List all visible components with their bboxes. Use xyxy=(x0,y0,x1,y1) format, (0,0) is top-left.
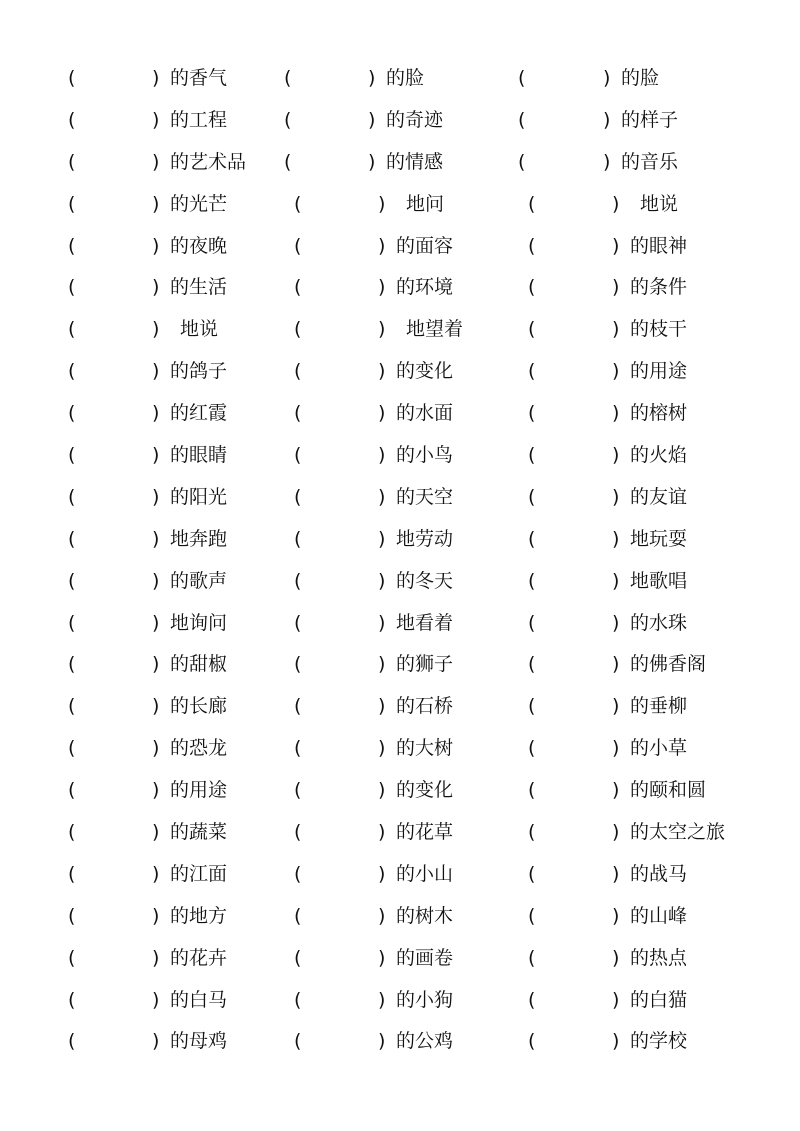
blank-close-paren: ) xyxy=(612,653,620,676)
blank-open-paren: ( xyxy=(528,234,536,257)
worksheet-row xyxy=(0,1021,800,1063)
blank-open-paren: ( xyxy=(518,108,526,131)
worksheet-row xyxy=(0,142,800,184)
blank-open-paren: ( xyxy=(68,150,76,173)
blank-close-paren: ) xyxy=(612,988,620,1011)
phrase-word: 的用途 xyxy=(170,779,228,802)
worksheet-row xyxy=(0,896,800,938)
worksheet-row xyxy=(0,309,800,351)
blank-open-paren: ( xyxy=(68,527,76,550)
phrase-word: 的变化 xyxy=(396,779,454,802)
blank-close-paren: ) xyxy=(378,234,386,257)
phrase-word: 的学校 xyxy=(630,1030,688,1053)
blank-open-paren: ( xyxy=(68,737,76,760)
blank-close-paren: ) xyxy=(152,904,160,927)
blank-open-paren: ( xyxy=(68,862,76,885)
blank-close-paren: ) xyxy=(612,402,620,425)
blank-open-paren: ( xyxy=(528,779,536,802)
blank-close-paren: ) xyxy=(612,779,620,802)
blank-open-paren: ( xyxy=(68,360,76,383)
blank-open-paren: ( xyxy=(528,444,536,467)
phrase-word: 的变化 xyxy=(396,360,454,383)
phrase-word: 的花卉 xyxy=(170,946,228,969)
blank-open-paren: ( xyxy=(284,150,292,173)
phrase-word: 的地方 xyxy=(170,904,228,927)
worksheet-row xyxy=(0,561,800,603)
blank-close-paren: ) xyxy=(368,108,376,131)
blank-close-paren: ) xyxy=(612,1030,620,1053)
phrase-word: 地看着 xyxy=(396,611,454,634)
blank-open-paren: ( xyxy=(528,904,536,927)
phrase-word: 地奔跑 xyxy=(170,527,228,550)
phrase-word: 的佛香阁 xyxy=(630,653,707,676)
phrase-word: 的恐龙 xyxy=(170,737,228,760)
blank-close-paren: ) xyxy=(603,150,611,173)
phrase-word: 的蔬菜 xyxy=(170,821,228,844)
blank-close-paren: ) xyxy=(378,695,386,718)
worksheet-row xyxy=(0,351,800,393)
blank-close-paren: ) xyxy=(152,569,160,592)
blank-open-paren: ( xyxy=(68,402,76,425)
phrase-word: 的面容 xyxy=(396,234,454,257)
blank-close-paren: ) xyxy=(152,653,160,676)
fill-in-blank-worksheet xyxy=(0,58,800,1063)
phrase-word: 的白猫 xyxy=(630,988,688,1011)
phrase-word: 的小山 xyxy=(396,862,454,885)
blank-close-paren: ) xyxy=(378,569,386,592)
blank-close-paren: ) xyxy=(152,276,160,299)
blank-open-paren: ( xyxy=(294,946,302,969)
worksheet-row xyxy=(0,812,800,854)
blank-open-paren: ( xyxy=(294,360,302,383)
blank-close-paren: ) xyxy=(378,821,386,844)
phrase-word: 地问 xyxy=(406,192,445,215)
blank-close-paren: ) xyxy=(152,318,160,341)
blank-close-paren: ) xyxy=(378,862,386,885)
phrase-word: 的用途 xyxy=(630,360,688,383)
blank-close-paren: ) xyxy=(378,653,386,676)
blank-open-paren: ( xyxy=(528,653,536,676)
phrase-word: 地玩耍 xyxy=(630,527,688,550)
blank-close-paren: ) xyxy=(152,527,160,550)
worksheet-row xyxy=(0,854,800,896)
blank-open-paren: ( xyxy=(294,485,302,508)
blank-close-paren: ) xyxy=(378,611,386,634)
blank-open-paren: ( xyxy=(294,1030,302,1053)
phrase-word: 的白马 xyxy=(170,988,228,1011)
phrase-word: 地询问 xyxy=(170,611,228,634)
phrase-word: 的水珠 xyxy=(630,611,688,634)
blank-close-paren: ) xyxy=(152,150,160,173)
blank-close-paren: ) xyxy=(612,695,620,718)
blank-open-paren: ( xyxy=(528,485,536,508)
phrase-word: 的小狗 xyxy=(396,988,454,1011)
phrase-word: 的战马 xyxy=(630,862,688,885)
blank-close-paren: ) xyxy=(378,485,386,508)
blank-open-paren: ( xyxy=(68,444,76,467)
blank-open-paren: ( xyxy=(284,108,292,131)
blank-open-paren: ( xyxy=(518,150,526,173)
blank-open-paren: ( xyxy=(528,737,536,760)
blank-open-paren: ( xyxy=(284,67,292,89)
phrase-word: 的甜椒 xyxy=(170,653,228,676)
blank-close-paren: ) xyxy=(378,318,386,341)
blank-close-paren: ) xyxy=(378,402,386,425)
blank-close-paren: ) xyxy=(152,737,160,760)
phrase-word: 的光芒 xyxy=(170,192,228,215)
blank-close-paren: ) xyxy=(152,611,160,634)
phrase-word: 的红霞 xyxy=(170,402,228,425)
phrase-word: 的江面 xyxy=(170,862,228,885)
phrase-word: 的香气 xyxy=(170,67,228,89)
blank-open-paren: ( xyxy=(528,402,536,425)
phrase-word: 的音乐 xyxy=(621,150,679,173)
blank-close-paren: ) xyxy=(152,485,160,508)
blank-close-paren: ) xyxy=(152,67,160,89)
phrase-word: 的枝干 xyxy=(630,318,688,341)
blank-close-paren: ) xyxy=(152,108,160,131)
worksheet-row xyxy=(0,58,800,100)
blank-close-paren: ) xyxy=(612,360,620,383)
phrase-word: 地歌唱 xyxy=(630,569,688,592)
phrase-word: 地望着 xyxy=(406,318,464,341)
phrase-word: 的脸 xyxy=(621,67,660,89)
blank-open-paren: ( xyxy=(528,946,536,969)
blank-close-paren: ) xyxy=(612,904,620,927)
blank-close-paren: ) xyxy=(152,988,160,1011)
blank-close-paren: ) xyxy=(152,1030,160,1053)
phrase-word: 的太空之旅 xyxy=(630,821,726,844)
phrase-word: 的狮子 xyxy=(396,653,454,676)
blank-close-paren: ) xyxy=(612,234,620,257)
blank-open-paren: ( xyxy=(294,234,302,257)
blank-close-paren: ) xyxy=(612,192,620,215)
blank-close-paren: ) xyxy=(612,276,620,299)
phrase-word: 的样子 xyxy=(621,108,679,131)
phrase-word: 的母鸡 xyxy=(170,1030,228,1053)
blank-open-paren: ( xyxy=(68,695,76,718)
blank-close-paren: ) xyxy=(152,779,160,802)
blank-open-paren: ( xyxy=(528,527,536,550)
blank-close-paren: ) xyxy=(612,862,620,885)
worksheet-row xyxy=(0,184,800,226)
blank-close-paren: ) xyxy=(603,67,611,89)
blank-close-paren: ) xyxy=(378,988,386,1011)
blank-close-paren: ) xyxy=(378,904,386,927)
phrase-word: 的天空 xyxy=(396,485,454,508)
phrase-word: 的小草 xyxy=(630,737,688,760)
blank-open-paren: ( xyxy=(528,821,536,844)
blank-open-paren: ( xyxy=(294,988,302,1011)
blank-open-paren: ( xyxy=(294,569,302,592)
blank-close-paren: ) xyxy=(378,360,386,383)
worksheet-row xyxy=(0,100,800,142)
blank-open-paren: ( xyxy=(528,988,536,1011)
blank-open-paren: ( xyxy=(294,276,302,299)
blank-open-paren: ( xyxy=(68,192,76,215)
phrase-word: 的画卷 xyxy=(396,946,454,969)
blank-open-paren: ( xyxy=(68,611,76,634)
blank-open-paren: ( xyxy=(68,946,76,969)
phrase-word: 的友谊 xyxy=(630,485,688,508)
phrase-word: 的长廊 xyxy=(170,695,228,718)
phrase-word: 的水面 xyxy=(396,402,454,425)
blank-close-paren: ) xyxy=(612,821,620,844)
blank-open-paren: ( xyxy=(294,653,302,676)
blank-open-paren: ( xyxy=(294,192,302,215)
blank-close-paren: ) xyxy=(378,1030,386,1053)
blank-open-paren: ( xyxy=(68,234,76,257)
phrase-word: 的阳光 xyxy=(170,485,228,508)
worksheet-row xyxy=(0,686,800,728)
blank-open-paren: ( xyxy=(68,276,76,299)
worksheet-row xyxy=(0,519,800,561)
blank-open-paren: ( xyxy=(68,569,76,592)
blank-open-paren: ( xyxy=(294,904,302,927)
phrase-word: 地说 xyxy=(180,318,219,341)
phrase-word: 的条件 xyxy=(630,276,688,299)
blank-open-paren: ( xyxy=(68,821,76,844)
phrase-word: 的艺术品 xyxy=(170,150,247,173)
phrase-word: 地劳动 xyxy=(396,527,454,550)
phrase-word: 的树木 xyxy=(396,904,454,927)
blank-open-paren: ( xyxy=(68,653,76,676)
phrase-word: 的奇迹 xyxy=(386,108,444,131)
blank-close-paren: ) xyxy=(612,946,620,969)
blank-open-paren: ( xyxy=(68,1030,76,1053)
phrase-word: 的小鸟 xyxy=(396,444,454,467)
blank-close-paren: ) xyxy=(152,821,160,844)
worksheet-row xyxy=(0,435,800,477)
worksheet-row xyxy=(0,980,800,1022)
blank-close-paren: ) xyxy=(378,192,386,215)
phrase-word: 的鸽子 xyxy=(170,360,228,383)
blank-open-paren: ( xyxy=(528,276,536,299)
blank-open-paren: ( xyxy=(528,1030,536,1053)
phrase-word: 的歌声 xyxy=(170,569,228,592)
blank-close-paren: ) xyxy=(612,444,620,467)
phrase-word: 的工程 xyxy=(170,108,228,131)
phrase-word: 的山峰 xyxy=(630,904,688,927)
blank-close-paren: ) xyxy=(368,150,376,173)
blank-close-paren: ) xyxy=(612,737,620,760)
worksheet-row xyxy=(0,938,800,980)
phrase-word: 的情感 xyxy=(386,150,444,173)
phrase-word: 地说 xyxy=(640,192,679,215)
phrase-word: 的生活 xyxy=(170,276,228,299)
worksheet-row xyxy=(0,393,800,435)
phrase-word: 的冬天 xyxy=(396,569,454,592)
phrase-word: 的眼神 xyxy=(630,234,688,257)
phrase-word: 的公鸡 xyxy=(396,1030,454,1053)
blank-open-paren: ( xyxy=(528,611,536,634)
phrase-word: 的石桥 xyxy=(396,695,454,718)
phrase-word: 的脸 xyxy=(386,67,425,89)
blank-close-paren: ) xyxy=(152,402,160,425)
blank-open-paren: ( xyxy=(68,108,76,131)
blank-open-paren: ( xyxy=(68,988,76,1011)
blank-open-paren: ( xyxy=(294,695,302,718)
blank-open-paren: ( xyxy=(528,862,536,885)
blank-close-paren: ) xyxy=(612,527,620,550)
blank-close-paren: ) xyxy=(152,862,160,885)
blank-close-paren: ) xyxy=(152,695,160,718)
blank-open-paren: ( xyxy=(68,67,76,89)
blank-close-paren: ) xyxy=(152,234,160,257)
blank-open-paren: ( xyxy=(528,360,536,383)
phrase-word: 的热点 xyxy=(630,946,688,969)
worksheet-row xyxy=(0,644,800,686)
blank-open-paren: ( xyxy=(518,67,526,89)
blank-close-paren: ) xyxy=(152,360,160,383)
blank-open-paren: ( xyxy=(294,737,302,760)
phrase-word: 的环境 xyxy=(396,276,454,299)
blank-open-paren: ( xyxy=(68,485,76,508)
blank-close-paren: ) xyxy=(378,737,386,760)
blank-open-paren: ( xyxy=(528,695,536,718)
phrase-word: 的颐和圆 xyxy=(630,779,707,802)
blank-close-paren: ) xyxy=(603,108,611,131)
phrase-word: 的夜晚 xyxy=(170,234,228,257)
blank-close-paren: ) xyxy=(378,276,386,299)
worksheet-row xyxy=(0,603,800,645)
blank-open-paren: ( xyxy=(528,318,536,341)
blank-open-paren: ( xyxy=(294,821,302,844)
blank-open-paren: ( xyxy=(294,779,302,802)
blank-close-paren: ) xyxy=(152,946,160,969)
phrase-word: 的榕树 xyxy=(630,402,688,425)
blank-open-paren: ( xyxy=(528,569,536,592)
phrase-word: 的大树 xyxy=(396,737,454,760)
blank-close-paren: ) xyxy=(152,192,160,215)
blank-open-paren: ( xyxy=(528,192,536,215)
phrase-word: 的火焰 xyxy=(630,444,688,467)
blank-open-paren: ( xyxy=(294,862,302,885)
blank-close-paren: ) xyxy=(378,527,386,550)
worksheet-row xyxy=(0,477,800,519)
phrase-word: 的眼睛 xyxy=(170,444,228,467)
blank-open-paren: ( xyxy=(68,779,76,802)
blank-open-paren: ( xyxy=(294,611,302,634)
blank-close-paren: ) xyxy=(368,67,376,89)
worksheet-row xyxy=(0,267,800,309)
blank-open-paren: ( xyxy=(294,318,302,341)
worksheet-row xyxy=(0,226,800,268)
blank-close-paren: ) xyxy=(612,485,620,508)
blank-close-paren: ) xyxy=(612,318,620,341)
phrase-word: 的垂柳 xyxy=(630,695,688,718)
blank-close-paren: ) xyxy=(378,444,386,467)
blank-close-paren: ) xyxy=(152,444,160,467)
blank-close-paren: ) xyxy=(612,611,620,634)
phrase-word: 的花草 xyxy=(396,821,454,844)
blank-open-paren: ( xyxy=(68,904,76,927)
blank-open-paren: ( xyxy=(294,402,302,425)
blank-open-paren: ( xyxy=(68,318,76,341)
blank-close-paren: ) xyxy=(378,946,386,969)
blank-open-paren: ( xyxy=(294,527,302,550)
worksheet-row xyxy=(0,770,800,812)
blank-close-paren: ) xyxy=(378,779,386,802)
blank-open-paren: ( xyxy=(294,444,302,467)
worksheet-row xyxy=(0,728,800,770)
blank-close-paren: ) xyxy=(612,569,620,592)
